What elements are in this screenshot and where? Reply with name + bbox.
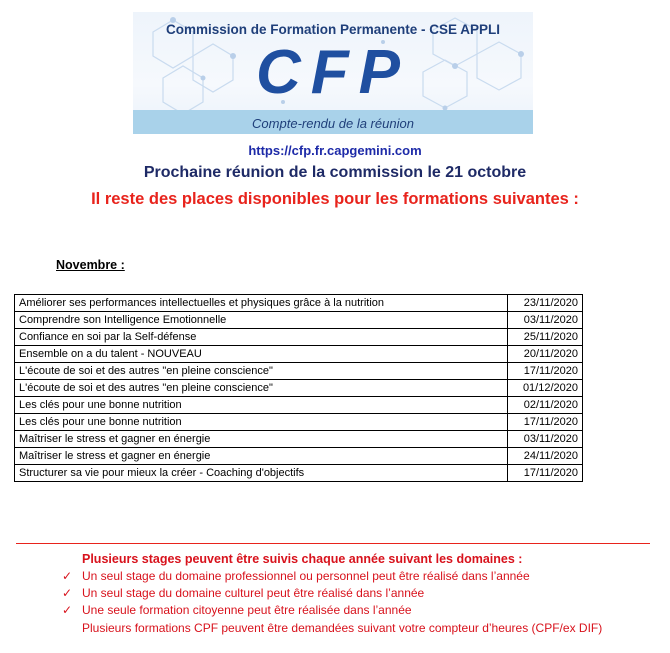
table-row bbox=[15, 431, 583, 448]
checkmark-icon: ✓ bbox=[62, 586, 73, 600]
session-date: 23/11/2020 bbox=[508, 295, 583, 312]
session-date: 25/11/2020 bbox=[508, 329, 583, 346]
session-title: Comprendre son Intelligence Emotionnelle bbox=[15, 312, 508, 329]
red-divider bbox=[16, 543, 650, 544]
table-row bbox=[15, 414, 583, 431]
table-row bbox=[15, 380, 583, 397]
table-row bbox=[15, 312, 583, 329]
session-date: 03/11/2020 bbox=[508, 312, 583, 329]
rule-text: Une seule formation citoyenne peut être réalisée dans l’année bbox=[82, 603, 412, 617]
session-date: 01/12/2020 bbox=[508, 380, 583, 397]
session-title: L'écoute de soi et des autres "en pleine conscience" bbox=[15, 380, 508, 397]
session-date: 17/11/2020 bbox=[508, 414, 583, 431]
session-title: Les clés pour une bonne nutrition bbox=[15, 397, 508, 414]
cfp-website-link[interactable]: https://cfp.fr.capgemini.com bbox=[248, 143, 422, 158]
table-row bbox=[15, 465, 583, 482]
info-heading: Plusieurs stages peuvent être suivis chaque année suivant les domaines : bbox=[82, 552, 523, 566]
session-title: Confiance en soi par la Self-défense bbox=[15, 329, 508, 346]
rule-item bbox=[62, 569, 530, 583]
cfp-logo: CFP bbox=[256, 38, 410, 107]
rule-text: Un seul stage du domaine culturel peut être réalisé dans l’année bbox=[82, 586, 425, 600]
table-row bbox=[15, 329, 583, 346]
session-date: 20/11/2020 bbox=[508, 346, 583, 363]
table-row bbox=[15, 363, 583, 380]
rule-text: Un seul stage du domaine professionnel ou personnel peut être réalisé dans l’année bbox=[82, 569, 530, 583]
session-title: Maîtriser le stress et gagner en énergie bbox=[15, 431, 508, 448]
table-row bbox=[15, 346, 583, 363]
session-title: Améliorer ses performances intellectuelles et physiques grâce à la nutrition bbox=[15, 295, 508, 312]
checkmark-icon: ✓ bbox=[62, 603, 73, 617]
rule-item bbox=[62, 603, 412, 617]
table-row bbox=[15, 448, 583, 465]
session-date: 02/11/2020 bbox=[508, 397, 583, 414]
banner-subtitle: Compte-rendu de la réunion bbox=[252, 116, 414, 131]
next-meeting-heading: Prochaine réunion de la commission le 21 octobre bbox=[143, 164, 527, 181]
session-date: 03/11/2020 bbox=[508, 431, 583, 448]
month-label: Novembre : bbox=[56, 258, 125, 272]
sessions-table bbox=[14, 294, 583, 482]
available-places-heading: Il reste des places disponibles pour les formations suivantes : bbox=[91, 190, 579, 208]
cpf-note: Plusieurs formations CPF peuvent être demandées suivant votre compteur d’heures (CPF/ex DIF) bbox=[82, 621, 603, 635]
banner-title: Commission de Formation Permanente - CSE APPLI bbox=[165, 22, 501, 37]
session-title: Ensemble on a du talent - NOUVEAU bbox=[15, 346, 508, 363]
session-title: Les clés pour une bonne nutrition bbox=[15, 414, 508, 431]
header-banner bbox=[133, 12, 533, 134]
rule-item bbox=[62, 586, 424, 600]
session-date: 17/11/2020 bbox=[508, 363, 583, 380]
session-date: 17/11/2020 bbox=[508, 465, 583, 482]
checkmark-icon: ✓ bbox=[62, 569, 73, 583]
session-title: L'écoute de soi et des autres "en pleine conscience" bbox=[15, 363, 508, 380]
table-row bbox=[15, 295, 583, 312]
session-title: Structurer sa vie pour mieux la créer - Coaching d'objectifs bbox=[15, 465, 508, 482]
session-date: 24/11/2020 bbox=[508, 448, 583, 465]
session-title: Maîtriser le stress et gagner en énergie bbox=[15, 448, 508, 465]
table-row bbox=[15, 397, 583, 414]
